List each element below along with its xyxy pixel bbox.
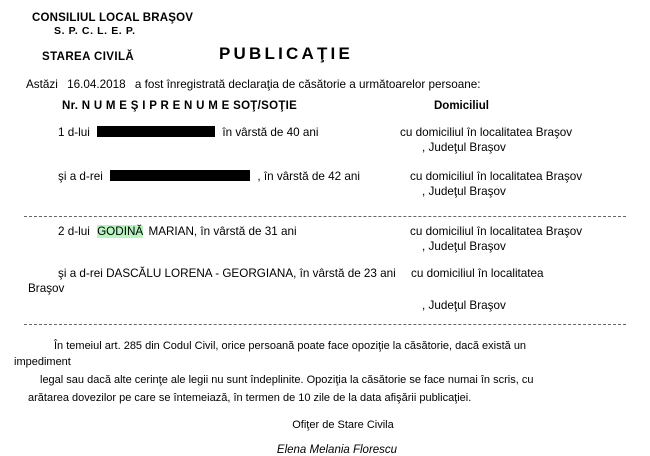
divider	[24, 324, 626, 325]
domicile-line-1: cu domiciliul în localitatea Braşov	[400, 126, 573, 139]
list-item	[14, 225, 636, 257]
domicile-line-2: , Judeţul Braşov	[422, 240, 506, 253]
intro-line	[26, 78, 636, 91]
legal-paragraph-2: legal sau dacă alte cerinţe ale legii nu sunt îndeplinite. Opoziţia la căsătorie se face numai în scris, cu	[40, 373, 534, 386]
legal-notice	[14, 339, 636, 407]
entry-index: şi a d-rei	[58, 170, 103, 183]
entry-name: DASCĂLU LORENA - GEORGIANA	[106, 267, 294, 280]
domicile-line-2: , Judeţul Braşov	[422, 141, 506, 154]
intro-prefix: Astăzi	[26, 78, 58, 91]
column-header-domicile: Domiciliul	[434, 100, 489, 112]
list-item	[14, 126, 636, 158]
title-row	[14, 44, 636, 70]
domicile-line-2: , Judeţul Braşov	[422, 185, 506, 198]
redacted-name-bar	[110, 170, 250, 181]
person-name-line	[58, 170, 360, 183]
page-title: PUBLICAŢIE	[219, 44, 353, 63]
highlighted-surname: GODINĂ	[97, 225, 144, 238]
department-name: S. P. C. L. E. P.	[54, 25, 136, 37]
signature-block	[14, 419, 636, 456]
list-item	[14, 267, 636, 280]
entry-index: 2 d-lui	[58, 225, 90, 238]
intro-suffix: a fost înregistrată declaraţia de căsătorie a următoarelor persoane:	[134, 78, 481, 91]
institution-name: CONSILIUL LOCAL BRAŞOV	[32, 12, 194, 24]
entry-age: , în vârstă de 31 ani	[193, 225, 297, 238]
signer-name: Elena Melania Florescu	[276, 443, 398, 456]
domicile-line-1: cu domiciliul în localitatea Braşov	[410, 170, 583, 183]
section-name: STAREA CIVILĂ	[42, 51, 135, 63]
entry-index: şi a d-rei	[58, 267, 103, 280]
signer-role: Ofiţer de Stare Civila	[292, 418, 394, 431]
column-headers	[14, 100, 636, 116]
domicile-line-1: cu domiciliul în localitatea	[411, 267, 544, 280]
entry-age: , în vârstă de 23 ani	[293, 267, 396, 280]
person-name-line	[58, 225, 297, 238]
legal-paragraph-1: În temeiul art. 285 din Codul Civil, orice persoană poate face opoziţie la căsătorie, dacă există un impediment	[14, 340, 527, 368]
entry-age: , în vârstă de 42 ani	[257, 170, 360, 183]
entry-age: în vârstă de 40 ani	[222, 126, 319, 139]
domicile-line-3: , Judeţul Braşov	[422, 299, 506, 312]
column-header-names: Nr. N U M E Ş I P R E N U M E SOŢ/SOŢIE	[62, 100, 298, 112]
person-name-line	[58, 126, 319, 139]
list-item	[14, 170, 636, 202]
registration-date: 16.04.2018	[67, 78, 126, 91]
entry-given-name: MARIAN	[148, 225, 194, 238]
divider	[24, 216, 626, 217]
redacted-name-bar	[97, 126, 215, 137]
entry-index: 1 d-lui	[58, 126, 90, 139]
legal-paragraph-3: arătarea dovezilor pe care se întemeiază, în termen de 10 zile de la data afişării publicaţiei.	[28, 391, 472, 404]
domicile-line-1: cu domiciliul în localitatea Braşov	[410, 225, 583, 238]
domicile-line-2: Braşov	[28, 282, 65, 295]
